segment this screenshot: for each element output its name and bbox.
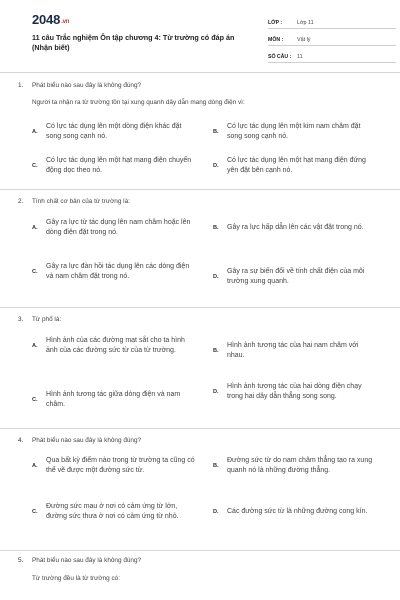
answer-letter: B. bbox=[213, 348, 219, 354]
question-number: 4. bbox=[18, 437, 24, 444]
worksheet-header bbox=[14, 0, 386, 72]
question-header bbox=[18, 82, 382, 89]
answer-letter: A. bbox=[32, 129, 38, 135]
question-number: 3. bbox=[18, 316, 24, 323]
question-text: Phát biểu nào sau đây là không đúng? bbox=[32, 437, 142, 444]
answer-option-c[interactable] bbox=[32, 502, 210, 522]
answer-option-a[interactable] bbox=[32, 218, 210, 238]
answer-letter: C. bbox=[32, 163, 38, 169]
question-text: Phát biểu nào sau đây là không đúng? bbox=[32, 557, 142, 564]
divider bbox=[0, 307, 400, 308]
divider bbox=[0, 189, 400, 190]
meta-value: Lớp 11 bbox=[297, 20, 314, 26]
answer-text: Đường sức từ do nam châm thẳng tạo ra xung quanh nó là những đường thẳng. bbox=[227, 457, 373, 474]
divider bbox=[0, 428, 400, 429]
answer-letter: B. bbox=[213, 129, 219, 135]
answer-text: Gây ra lực đàn hồi tác dụng lên các dòng điện và nam châm đặt trong nó. bbox=[46, 263, 190, 280]
answer-text: Có lực tác dụng lên một kim nam châm đặt song song cạnh nó. bbox=[227, 123, 361, 140]
question-header bbox=[18, 316, 382, 323]
question-text: Tính chất cơ bản của từ trường là: bbox=[32, 198, 130, 205]
meta-label: SỐ CÂU : bbox=[268, 54, 292, 60]
question-text: Từ phổ là: bbox=[32, 316, 62, 323]
meta-label: LỚP : bbox=[268, 20, 283, 26]
meta-label: MÔN : bbox=[268, 37, 284, 43]
answer-letter: A. bbox=[32, 343, 38, 349]
meta-row-class bbox=[268, 14, 396, 29]
answer-option-c[interactable] bbox=[32, 156, 207, 176]
divider bbox=[0, 550, 400, 551]
answer-option-d[interactable] bbox=[213, 156, 378, 176]
answer-text: Gây ra sự biến đổi về tính chất điện của môi trường xung quanh. bbox=[227, 268, 365, 285]
answer-text: Có lực tác dụng lên một hạt mang điện đứng yên đặt bên cạnh nó. bbox=[227, 157, 366, 174]
document-title: 11 câu Trắc nghiệm Ôn tập chương 4: Từ trường có đáp án (Nhận biết) bbox=[32, 33, 235, 52]
answer-option-a[interactable] bbox=[32, 456, 210, 476]
answer-text: Hình ảnh tương tác của hai dòng điện chạy trong hai dây dẫn thẳng song song. bbox=[227, 383, 362, 400]
question-header bbox=[18, 198, 382, 205]
question-3 bbox=[18, 316, 382, 408]
meta-info bbox=[268, 14, 396, 65]
answer-option-a[interactable] bbox=[32, 122, 207, 142]
answer-option-d[interactable] bbox=[213, 382, 378, 402]
meta-row-subject bbox=[268, 31, 396, 46]
question-lead: Từ trường đều là từ trường có: bbox=[32, 575, 121, 582]
logo-suffix: .vn bbox=[61, 19, 70, 25]
answer-letter: A. bbox=[32, 463, 38, 469]
answer-text: Đường sức mau ở nơi có cảm ứng từ lớn, đường sức thưa ở nơi có cảm ứng từ nhỏ. bbox=[46, 503, 179, 520]
answer-text: Hình ảnh của các đường mạt sắt cho ta hình ảnh của các đường sức từ của từ trường. bbox=[46, 337, 185, 354]
answer-letter: C. bbox=[32, 397, 38, 403]
question-header bbox=[18, 437, 382, 444]
meta-value: Vật lý bbox=[297, 37, 311, 43]
answer-letter: B. bbox=[213, 463, 219, 469]
meta-value: 11 bbox=[297, 54, 303, 60]
site-logo[interactable] bbox=[32, 12, 69, 27]
meta-row-count bbox=[268, 48, 396, 63]
answer-letter: C. bbox=[32, 269, 38, 275]
answer-letter: A. bbox=[32, 225, 38, 231]
answer-text: Gây ra lực hấp dẫn lên các vật đặt trong nó. bbox=[227, 224, 364, 231]
answer-text: Gây ra lực từ tác dụng lên nam châm hoặc lên dòng điện đặt trong nó. bbox=[46, 219, 191, 236]
answer-option-b[interactable] bbox=[213, 456, 378, 476]
answer-option-b[interactable] bbox=[213, 341, 378, 361]
question-2 bbox=[18, 198, 382, 285]
logo-text: 2048 bbox=[32, 12, 61, 27]
question-number: 2. bbox=[18, 198, 24, 205]
answer-letter: D. bbox=[213, 163, 219, 169]
question-4 bbox=[18, 437, 382, 520]
answer-option-a[interactable] bbox=[32, 336, 210, 356]
answer-option-b[interactable] bbox=[213, 223, 378, 233]
answer-text: Có lực tác dụng lên một dòng điện khác đặt song song cạnh nó. bbox=[46, 123, 182, 140]
answer-option-c[interactable] bbox=[32, 390, 210, 410]
question-5 bbox=[18, 557, 382, 582]
answer-option-b[interactable] bbox=[213, 122, 378, 142]
answer-letter: C. bbox=[32, 509, 38, 515]
answer-text: Hình ảnh tương tác giữa dòng điện và nam châm. bbox=[46, 391, 181, 408]
answer-option-c[interactable] bbox=[32, 262, 210, 282]
question-text: Phát biểu nào sau đây là không đúng? bbox=[32, 82, 142, 89]
answer-text: Có lực tác dụng lên một hạt mang điện chuyển động dọc theo nó. bbox=[46, 157, 192, 174]
question-1 bbox=[18, 82, 382, 174]
question-number: 5. bbox=[18, 557, 24, 564]
question-lead: Người ta nhận ra từ trường tồn tại xung quanh dây dẫn mang dòng điện vì: bbox=[32, 99, 245, 106]
answer-letter: D. bbox=[213, 274, 219, 280]
answer-text: Qua bất kỳ điểm nào trong từ trường ta cũng có thể vẽ được một đường sức từ. bbox=[46, 457, 195, 474]
answer-text: Hình ảnh tương tác của hai nam châm với nhau. bbox=[227, 342, 359, 359]
divider bbox=[0, 72, 400, 73]
answer-text: Các đường sức từ là những đường cong kín. bbox=[227, 508, 368, 515]
answer-option-d[interactable] bbox=[213, 267, 378, 287]
answer-letter: D. bbox=[213, 509, 219, 515]
answer-letter: D. bbox=[213, 389, 219, 395]
question-header bbox=[18, 557, 382, 564]
answer-letter: B. bbox=[213, 225, 219, 231]
question-number: 1. bbox=[18, 82, 24, 89]
answer-option-d[interactable] bbox=[213, 507, 378, 517]
